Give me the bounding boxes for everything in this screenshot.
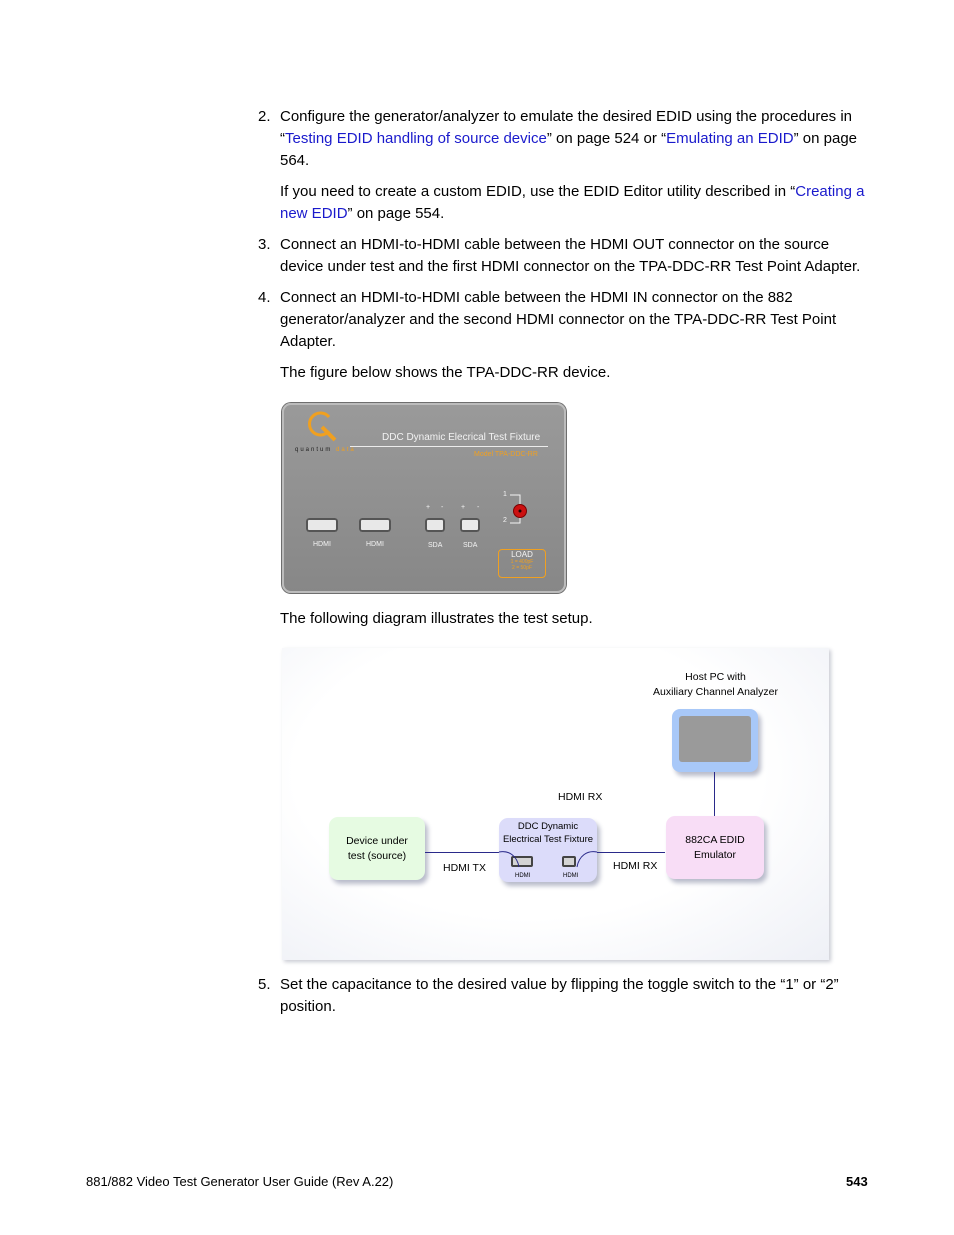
step-number: 2.: [258, 108, 271, 125]
quantum-logo-icon: [304, 409, 340, 443]
step-number: 5.: [258, 976, 271, 993]
port-label: HDMI: [366, 541, 384, 548]
step-4-paragraph: Connect an HDMI-to-HDMI cable between the HDMI IN connector on the 882 generator/analyzer and the second HDMI connector on the TPA-DDC-RR Test Point Adapter.: [280, 289, 837, 350]
rx-connector-line: [597, 852, 665, 853]
device-photo: [282, 403, 566, 593]
host-connector-line: [714, 772, 715, 816]
load-option-1: 1 = 400pF: [510, 559, 534, 565]
fixture-cables: [484, 843, 614, 873]
figure-intro: The figure below shows the TPA-DDC-RR device.: [280, 364, 611, 381]
polarity-label: +: [461, 504, 466, 511]
port-label: HDMI: [313, 541, 331, 548]
load-box: [498, 549, 546, 578]
fixture-port-label: HDMI: [563, 873, 579, 879]
diagram-intro: The following diagram illustrates the test setup.: [280, 610, 593, 627]
step-number: 4.: [258, 289, 271, 306]
step-2-paragraph: Configure the generator/analyzer to emulate the desired EDID using the procedures in “Testing EDID handling of source device” on page 524 or “Emulating an EDID” on page 564.: [280, 108, 858, 169]
link-testing-edid[interactable]: Testing EDID handling of source device: [285, 130, 547, 147]
sda-port-icon: [425, 518, 445, 532]
device-title: DDC Dynamic Elecrical Test Fixture: [382, 432, 541, 443]
step-2-note: If you need to create a custom EDID, use the EDID Editor utility described in “Creating a new EDID” on page 554.: [280, 183, 865, 222]
device-model: Model TPA-DDC-RR: [474, 451, 538, 458]
hdmi-rx-top-label: HDMI RX: [558, 791, 603, 803]
polarity-label: -: [477, 504, 480, 511]
hdmi-port-icon: [359, 518, 391, 532]
fixture-label: DDC Dynamic Electrical Test Fixture: [502, 821, 594, 845]
port-label: SDA: [428, 542, 443, 549]
host-pc-label: Host PC with Auxiliary Channel Analyzer: [653, 671, 778, 698]
polarity-label: -: [441, 504, 444, 511]
hdmi-port-icon: [306, 518, 338, 532]
switch-position-label: 2: [503, 517, 507, 524]
step-3-paragraph: Connect an HDMI-to-HDMI cable between the HDMI OUT connector on the source device under test and the first HDMI connector on the TPA-DDC-RR Test Point Adapter.: [280, 236, 861, 275]
link-creating-edid[interactable]: Creating a new EDID: [280, 183, 865, 222]
footer-title: 881/882 Video Test Generator User Guide (Rev A.22): [86, 1174, 394, 1189]
port-label: SDA: [463, 542, 478, 549]
page-number: 543: [846, 1174, 868, 1189]
sda-port-icon: [460, 518, 480, 532]
monitor-icon: [672, 709, 758, 772]
link-emulating-edid[interactable]: Emulating an EDID: [666, 130, 794, 147]
test-setup-diagram: [282, 648, 829, 960]
switch-position-label: 1: [503, 491, 507, 498]
load-label: LOAD: [511, 550, 533, 559]
brand-name: quantum data: [295, 447, 356, 453]
title-rule: [350, 446, 548, 447]
hdmi-rx-label: HDMI RX: [613, 860, 658, 872]
toggle-switch-icon[interactable]: [508, 493, 528, 525]
device-under-test-box: Device under test (source): [329, 817, 425, 880]
load-option-2: 2 = 50pF: [512, 565, 532, 571]
hdmi-tx-label: HDMI TX: [443, 862, 486, 874]
step-5-paragraph: Set the capacitance to the desired value by flipping the toggle switch to the “1” or “2” position.: [280, 976, 839, 1015]
polarity-label: +: [426, 504, 431, 511]
edid-emulator-box: 882CA EDID Emulator: [666, 816, 764, 879]
fixture-port-label: HDMI: [515, 873, 531, 879]
step-number: 3.: [258, 236, 271, 253]
